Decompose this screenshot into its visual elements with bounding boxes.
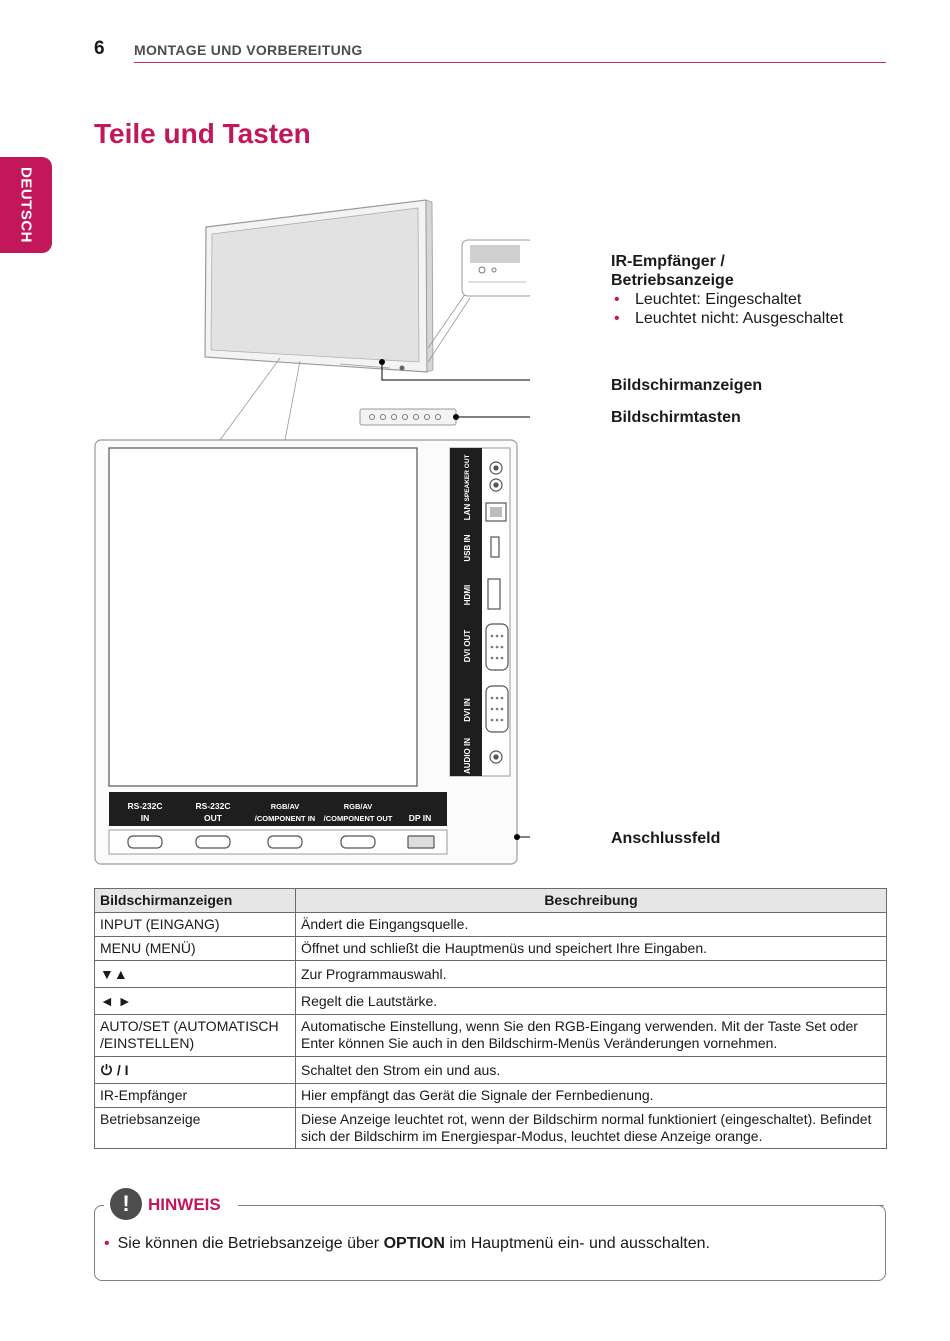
table-cell-desc: Regelt die Lautstärke. <box>296 988 887 1015</box>
table-cell-desc: Automatische Einstellung, wenn Sie den RGB-Eingang verwenden. Mit der Taste Set oder Enter können Sie auch in den Bildschirm-Menüs Veränderungen vornehmen. <box>296 1015 887 1057</box>
callout-buttons: Bildschirmtasten <box>611 409 741 426</box>
power-icon <box>100 1063 113 1076</box>
note-text-bold: OPTION <box>383 1235 445 1252</box>
header-divider <box>134 62 886 63</box>
table-cell-desc: Öffnet und schließt die Hauptmenüs und speichert Ihre Eingaben. <box>296 937 887 961</box>
rgb-in-port <box>268 836 302 848</box>
rear-housing <box>109 448 417 786</box>
table-row <box>95 913 887 937</box>
port-label-rgb-out-2: /COMPONENT OUT <box>323 814 393 823</box>
rs232c-out-port <box>196 836 230 848</box>
rs232c-in-port <box>128 836 162 848</box>
monitor-diagram <box>90 190 530 870</box>
rgb-out-port <box>341 836 375 848</box>
monitor-screen <box>211 208 419 362</box>
table-row <box>95 1015 887 1057</box>
power-led <box>400 366 405 371</box>
callout-ir <box>611 252 843 328</box>
table-row <box>95 1084 887 1108</box>
table-cell-power <box>95 1057 296 1084</box>
port-label-hdmi: HDMI <box>463 584 472 606</box>
table-header-row <box>95 889 887 913</box>
port-label-rs232c-out-2: OUT <box>204 813 222 823</box>
table-header-name: Bildschirmanzeigen <box>95 889 296 913</box>
language-tab <box>0 157 52 253</box>
table-cell-name: IR-Empfänger <box>95 1084 296 1108</box>
section-title: MONTAGE UND VORBEREITUNG <box>134 42 363 58</box>
callout-ir-title-1: IR-Empfänger / <box>611 253 725 270</box>
table-row <box>95 937 887 961</box>
table-row <box>95 961 887 988</box>
table-row <box>95 1108 887 1149</box>
bullet-icon: • <box>104 1235 110 1252</box>
dp-in-port <box>408 836 434 848</box>
list-item: • Leuchtet nicht: Ausgeschaltet <box>611 309 843 328</box>
table-cell-name: AUTO/SET (AUTOMATISCH /EINSTELLEN) <box>95 1015 296 1057</box>
page-title: Teile und Tasten <box>94 118 311 149</box>
port-label-rgb-in-2: /COMPONENT IN <box>254 814 316 823</box>
power-label: / I <box>113 1062 129 1078</box>
port-label-dp-in: DP IN <box>408 813 432 823</box>
list-item: • Leuchtet: Eingeschaltet <box>611 290 843 309</box>
port-label-lan: LAN <box>463 503 472 521</box>
port-label-usb-in: USB IN <box>463 534 472 562</box>
port-label-speaker-out: SPEAKER OUT <box>464 454 471 502</box>
note-text <box>104 1235 710 1253</box>
table-row <box>95 988 887 1015</box>
port-label-rs232c-out: RS-232C <box>195 801 231 811</box>
table-cell-name: Betriebsanzeige <box>95 1108 296 1149</box>
warning-icon: ! <box>110 1188 142 1220</box>
callout-panel: Anschlussfeld <box>611 830 721 847</box>
table-cell-name: INPUT (EINGANG) <box>95 913 296 937</box>
page-number: 6 <box>94 38 105 59</box>
port-label-rgb-in: RGB/AV <box>270 802 300 811</box>
table-cell-name: ▼▲ <box>95 961 296 988</box>
note-text-before: Sie können die Betriebsanzeige über <box>117 1235 384 1252</box>
table-header-desc: Beschreibung <box>296 889 887 913</box>
note-divider <box>243 1205 884 1206</box>
language-tab-label: DEUTSCH <box>17 166 35 244</box>
controls-table <box>94 888 887 1149</box>
port-label-dvi-in: DVI IN <box>463 698 472 722</box>
table-cell-name: ◄ ► <box>95 988 296 1015</box>
note-label: HINWEIS <box>148 1195 221 1214</box>
callout-ir-list <box>611 290 843 328</box>
table-cell-desc: Diese Anzeige leuchtet rot, wenn der Bildschirm normal funktioniert (eingeschaltet). Befindet sich der Bildschirm im Energiespar-Modus, leuchtet diese Anzeige orange. <box>296 1108 887 1149</box>
table-cell-desc: Hier empfängt das Gerät die Signale der Fernbedienung. <box>296 1084 887 1108</box>
port-label-rgb-out: RGB/AV <box>343 802 373 811</box>
table-cell-desc: Schaltet den Strom ein und aus. <box>296 1057 887 1084</box>
usb-port <box>491 537 499 557</box>
port-label-rs232c-in-2: IN <box>140 813 150 823</box>
table-cell-desc: Ändert die Eingangsquelle. <box>296 913 887 937</box>
port-label-dvi-out: DVI OUT <box>463 629 472 663</box>
note-text-after: im Hauptmenü ein- und ausschalten. <box>444 1235 710 1252</box>
table-cell-name: MENU (MENÜ) <box>95 937 296 961</box>
table-cell-desc: Zur Programmauswahl. <box>296 961 887 988</box>
table-row <box>95 1057 887 1084</box>
hdmi-port <box>488 579 500 609</box>
callout-display: Bildschirmanzeigen <box>611 377 763 394</box>
port-label-audio-in: AUDIO IN <box>463 738 472 774</box>
port-label-rs232c-in: RS-232C <box>127 801 163 811</box>
callout-ir-title-2: Betriebsanzeige <box>611 272 734 289</box>
